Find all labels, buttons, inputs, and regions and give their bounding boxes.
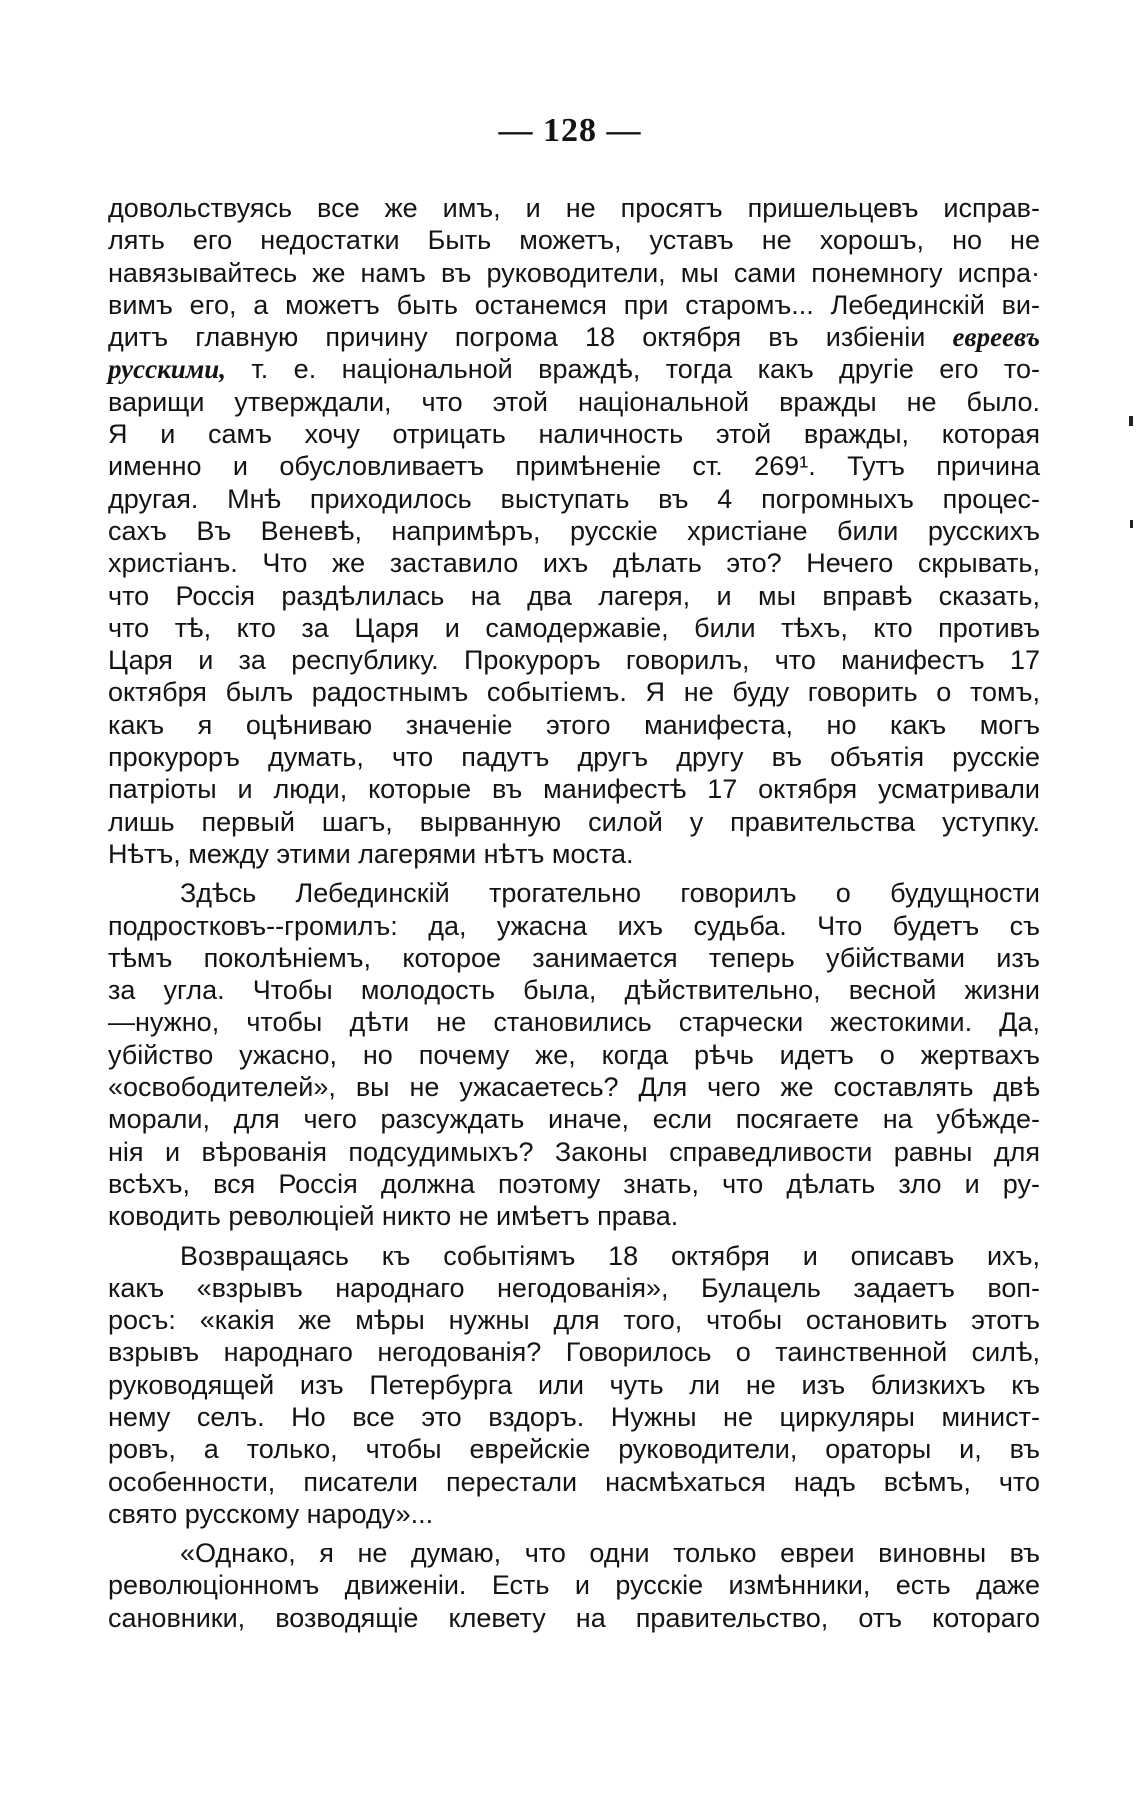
text-line: именно и обусловливаетъ примѣненіе ст. 269¹. Тутъ причина	[108, 451, 1040, 482]
text-line: другая. Мнѣ приходилось выступать въ 4 погромныхъ процес-	[108, 483, 1040, 514]
text-line: варищи утверждали, что этой національной вражды не было.	[108, 386, 1040, 417]
text-line: русскими, т. е. національной враждѣ, тогда какъ другіе его то-	[108, 354, 1040, 385]
text-line: революціонномъ движеніи. Есть и русскіе измѣнники, есть даже	[108, 1570, 1040, 1601]
text-line: убійство ужасно, но почему же, когда рѣчь идетъ о жертвахъ	[108, 1039, 1040, 1070]
body-text	[108, 192, 1040, 1634]
italic-emphasis: евреевъ	[952, 322, 1040, 353]
text-line: свято русскому народу»...	[108, 1498, 434, 1529]
text-line: «освободителей», вы не ужасаетесь? Для чего же составлять двѣ	[108, 1072, 1040, 1103]
paragraph-1	[108, 192, 1040, 870]
text-line: «Однако, я не думаю, что одни только евреи виновны въ	[180, 1538, 1040, 1569]
text-line: дитъ главную причину погрома 18 октября въ избіеніи евреевъ	[108, 322, 1040, 353]
text-line: всѣхъ, вся Россія должна поэтому знать, что дѣлать зло и ру-	[108, 1168, 1040, 1199]
margin-mark	[1130, 520, 1133, 528]
text-line: что Россія раздѣлилась на два лагеря, и мы вправѣ сказать,	[108, 580, 1040, 611]
text-line: подростковъ--громилъ: да, ужасна ихъ судьба. Что будетъ съ	[108, 910, 1040, 941]
text-line: ровъ, а только, чтобы еврейскіе руководители, ораторы и, въ	[108, 1434, 1040, 1465]
text-line: тѣмъ поколѣніемъ, которое занимается теперь убійствами изъ	[108, 942, 1040, 973]
text-line: вимъ его, а можетъ быть останемся при старомъ... Лебединскій ви-	[108, 289, 1040, 320]
text-line: взрывъ народнаго негодованія? Говорилось о таинственной силѣ,	[108, 1337, 1040, 1368]
text-line: Здѣсь Лебединскій трогательно говорилъ о будущности	[180, 878, 1040, 909]
text-line: лишь первый шагъ, вырванную силой у правительства уступку.	[108, 806, 1040, 837]
text-line: морали, для чего разсуждать иначе, если посягаете на убѣжде-	[108, 1104, 1040, 1135]
page-number: — 128 —	[498, 112, 642, 149]
text-line: какъ «взрывъ народнаго негодованія», Булацель задаетъ воп-	[108, 1272, 1040, 1303]
text-line: лять его недостатки Быть можетъ, уставъ не хорошъ, но не	[108, 225, 1040, 256]
text-line: Нѣтъ, между этими лагерями нѣтъ моста.	[108, 838, 634, 869]
text-line: прокуроръ думать, что падутъ другъ другу въ объятія русскіе	[108, 742, 1040, 773]
text-line: нія и вѣрованія подсудимыхъ? Законы справедливости равны для	[108, 1136, 1040, 1167]
text-line: какъ я оцѣниваю значеніе этого манифеста, но какъ могъ	[108, 709, 1040, 740]
paragraph-3	[108, 1240, 1040, 1531]
text-line: патріоты и люди, которые въ манифестѣ 17 октября усматривали	[108, 774, 1040, 805]
text-line: руководящей изъ Петербурга или чуть ли не изъ близкихъ къ	[108, 1369, 1040, 1400]
text-line: особенности, писатели перестали насмѣхаться надъ всѣмъ, что	[108, 1466, 1040, 1497]
text-line: росъ: «какія же мѣры нужны для того, чтобы остановить этотъ	[108, 1305, 1040, 1336]
paragraph-4	[108, 1537, 1040, 1634]
text-line: ководить революціей никто не имѣетъ права.	[108, 1201, 679, 1232]
text-line: нему селъ. Но все это вздоръ. Нужны не циркуляры минист-	[108, 1401, 1040, 1432]
italic-emphasis: русскими,	[108, 354, 227, 385]
paragraph-2	[108, 877, 1040, 1232]
text-line: сановники, возводящіе клевету на правительство, отъ котораго	[108, 1602, 1040, 1633]
text-line: довольствуясь все же имъ, и не просятъ пришельцевъ исправ-	[108, 193, 1040, 223]
text-line: Царя и за республику. Прокуроръ говорилъ, что манифестъ 17	[108, 645, 1040, 676]
text-line: Возвращаясь къ событіямъ 18 октября и описавъ ихъ,	[180, 1240, 1040, 1271]
text-line: за угла. Чтобы молодость была, дѣйствительно, весной жизни	[108, 975, 1040, 1006]
text-line: навязывайтесь же намъ въ руководители, мы сами понемногу испра·	[108, 257, 1040, 288]
text-line: христіанъ. Что же заставило ихъ дѣлать это? Нечего скрывать,	[108, 548, 1040, 579]
text-line: что тѣ, кто за Царя и самодержавіе, били тѣхъ, кто противъ	[108, 612, 1040, 643]
text-line: —нужно, чтобы дѣти не становились старчески жестокими. Да,	[108, 1007, 1040, 1038]
text-line: Я и самъ хочу отрицать наличность этой вражды, которая	[108, 419, 1040, 450]
text-line: сахъ Въ Веневѣ, напримѣръ, русскіе христіане били русскихъ	[108, 515, 1040, 546]
text-line: октября былъ радостнымъ событіемъ. Я не буду говорить о томъ,	[108, 677, 1040, 708]
margin-mark	[1129, 416, 1133, 426]
